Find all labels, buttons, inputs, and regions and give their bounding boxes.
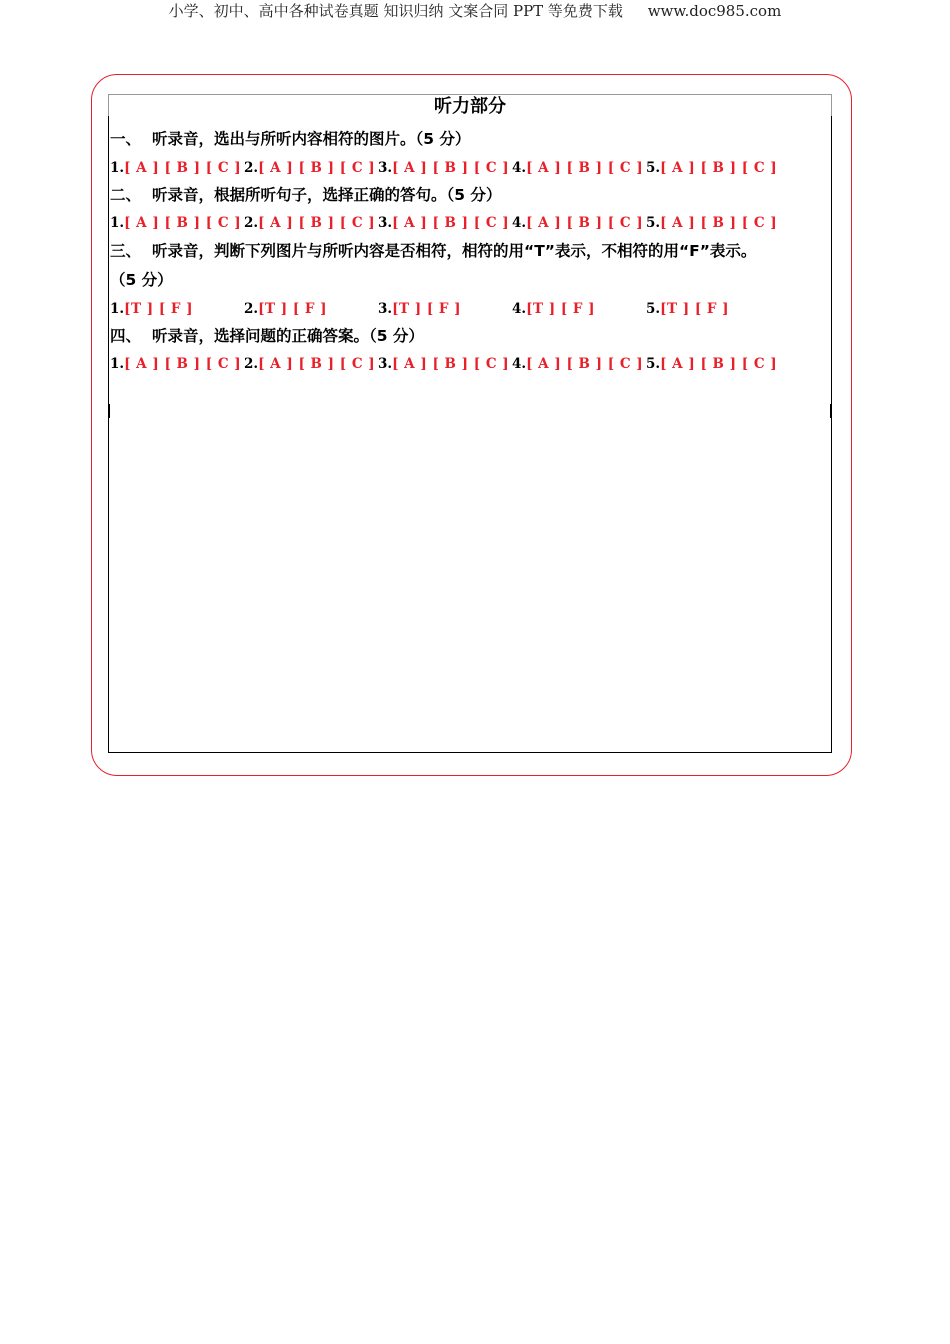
question-number: 三、 bbox=[110, 242, 142, 260]
question-number: 二、 bbox=[110, 186, 142, 204]
answer-choices[interactable]: [ A ] [ B ] [ C ] bbox=[124, 160, 242, 176]
question-text: 听录音，选出与所听内容相符的图片。（5 分） bbox=[152, 130, 471, 148]
answer-item[interactable] bbox=[512, 354, 643, 374]
page-header bbox=[0, 0, 950, 22]
answer-choices[interactable]: [ A ] [ B ] [ C ] bbox=[526, 356, 644, 372]
item-number: 5. bbox=[646, 356, 661, 372]
answer-item[interactable] bbox=[110, 299, 193, 319]
question-heading-4 bbox=[110, 325, 424, 347]
answer-item[interactable] bbox=[646, 213, 777, 233]
answer-choices[interactable]: [ A ] [ B ] [ C ] bbox=[258, 215, 376, 231]
question-text: 听录音，判断下列图片与所听内容是否相符，相符的用“T”表示，不相符的用“F”表示。 bbox=[152, 242, 757, 260]
answer-choices[interactable]: [T ] [ F ] bbox=[392, 301, 462, 317]
answer-item[interactable] bbox=[378, 354, 509, 374]
answer-item[interactable] bbox=[110, 354, 241, 374]
question-heading-1 bbox=[110, 128, 470, 150]
answer-item[interactable] bbox=[646, 299, 729, 319]
item-number: 4. bbox=[512, 215, 527, 231]
listening-section-box bbox=[108, 94, 832, 753]
item-number: 3. bbox=[378, 301, 393, 317]
answer-choices[interactable]: [T ] [ F ] bbox=[124, 301, 194, 317]
answer-item[interactable] bbox=[646, 354, 777, 374]
section-title: 听力部分 bbox=[434, 96, 506, 117]
answer-item[interactable] bbox=[110, 158, 241, 178]
item-number: 2. bbox=[244, 215, 259, 231]
answer-item[interactable] bbox=[244, 213, 375, 233]
item-number: 1. bbox=[110, 160, 125, 176]
answer-item[interactable] bbox=[110, 213, 241, 233]
item-number: 1. bbox=[110, 215, 125, 231]
answer-item[interactable] bbox=[244, 354, 375, 374]
item-number: 5. bbox=[646, 215, 661, 231]
answer-choices[interactable]: [ A ] [ B ] [ C ] bbox=[660, 160, 778, 176]
question-heading-3-continued bbox=[110, 269, 173, 291]
answer-row-3 bbox=[110, 299, 810, 319]
answer-row-4 bbox=[110, 354, 810, 374]
answer-choices[interactable]: [ A ] [ B ] [ C ] bbox=[526, 160, 644, 176]
answer-choices[interactable]: [ A ] [ B ] [ C ] bbox=[660, 215, 778, 231]
answer-choices[interactable]: [T ] [ F ] bbox=[258, 301, 328, 317]
answer-choices[interactable]: [ A ] [ B ] [ C ] bbox=[660, 356, 778, 372]
question-heading-2 bbox=[110, 184, 501, 206]
right-border-mark bbox=[830, 404, 832, 418]
item-number: 5. bbox=[646, 301, 661, 317]
answer-item[interactable] bbox=[244, 299, 327, 319]
item-number: 3. bbox=[378, 215, 393, 231]
answer-choices[interactable]: [ A ] [ B ] [ C ] bbox=[258, 160, 376, 176]
answer-row-2 bbox=[110, 213, 810, 233]
answer-item[interactable] bbox=[244, 158, 375, 178]
answer-choices[interactable]: [ A ] [ B ] [ C ] bbox=[124, 215, 242, 231]
answer-choices[interactable]: [ A ] [ B ] [ C ] bbox=[392, 215, 510, 231]
question-text-continued: （5 分） bbox=[110, 271, 173, 289]
item-number: 4. bbox=[512, 356, 527, 372]
answer-choices[interactable]: [ A ] [ B ] [ C ] bbox=[258, 356, 376, 372]
answer-item[interactable] bbox=[512, 158, 643, 178]
item-number: 5. bbox=[646, 160, 661, 176]
answer-choices[interactable]: [ A ] [ B ] [ C ] bbox=[392, 356, 510, 372]
answer-row-1 bbox=[110, 158, 810, 178]
item-number: 2. bbox=[244, 301, 259, 317]
answer-item[interactable] bbox=[378, 299, 461, 319]
answer-item[interactable] bbox=[378, 158, 509, 178]
answer-item[interactable] bbox=[646, 158, 777, 178]
item-number: 2. bbox=[244, 160, 259, 176]
item-number: 4. bbox=[512, 301, 527, 317]
answer-choices[interactable]: [ A ] [ B ] [ C ] bbox=[124, 356, 242, 372]
answer-choices[interactable]: [ A ] [ B ] [ C ] bbox=[392, 160, 510, 176]
question-number: 一、 bbox=[110, 130, 142, 148]
question-number: 四、 bbox=[110, 327, 142, 345]
question-text: 听录音，选择问题的正确答案。（5 分） bbox=[152, 327, 424, 345]
answer-item[interactable] bbox=[512, 213, 643, 233]
answer-choices[interactable]: [ A ] [ B ] [ C ] bbox=[526, 215, 644, 231]
item-number: 3. bbox=[378, 160, 393, 176]
answer-choices[interactable]: [T ] [ F ] bbox=[526, 301, 596, 317]
item-number: 4. bbox=[512, 160, 527, 176]
answer-choices[interactable]: [T ] [ F ] bbox=[660, 301, 730, 317]
header-text: 小学、初中、高中各种试卷真题 知识归纳 文案合同 PPT 等免费下载 bbox=[168, 2, 623, 20]
item-number: 3. bbox=[378, 356, 393, 372]
question-heading-3 bbox=[110, 240, 756, 262]
question-text: 听录音，根据所听句子，选择正确的答句。（5 分） bbox=[152, 186, 502, 204]
item-number: 1. bbox=[110, 356, 125, 372]
header-site-link[interactable]: www.doc985.com bbox=[647, 2, 782, 20]
item-number: 2. bbox=[244, 356, 259, 372]
answer-item[interactable] bbox=[512, 299, 595, 319]
left-border-mark bbox=[108, 404, 110, 418]
answer-item[interactable] bbox=[378, 213, 509, 233]
item-number: 1. bbox=[110, 301, 125, 317]
